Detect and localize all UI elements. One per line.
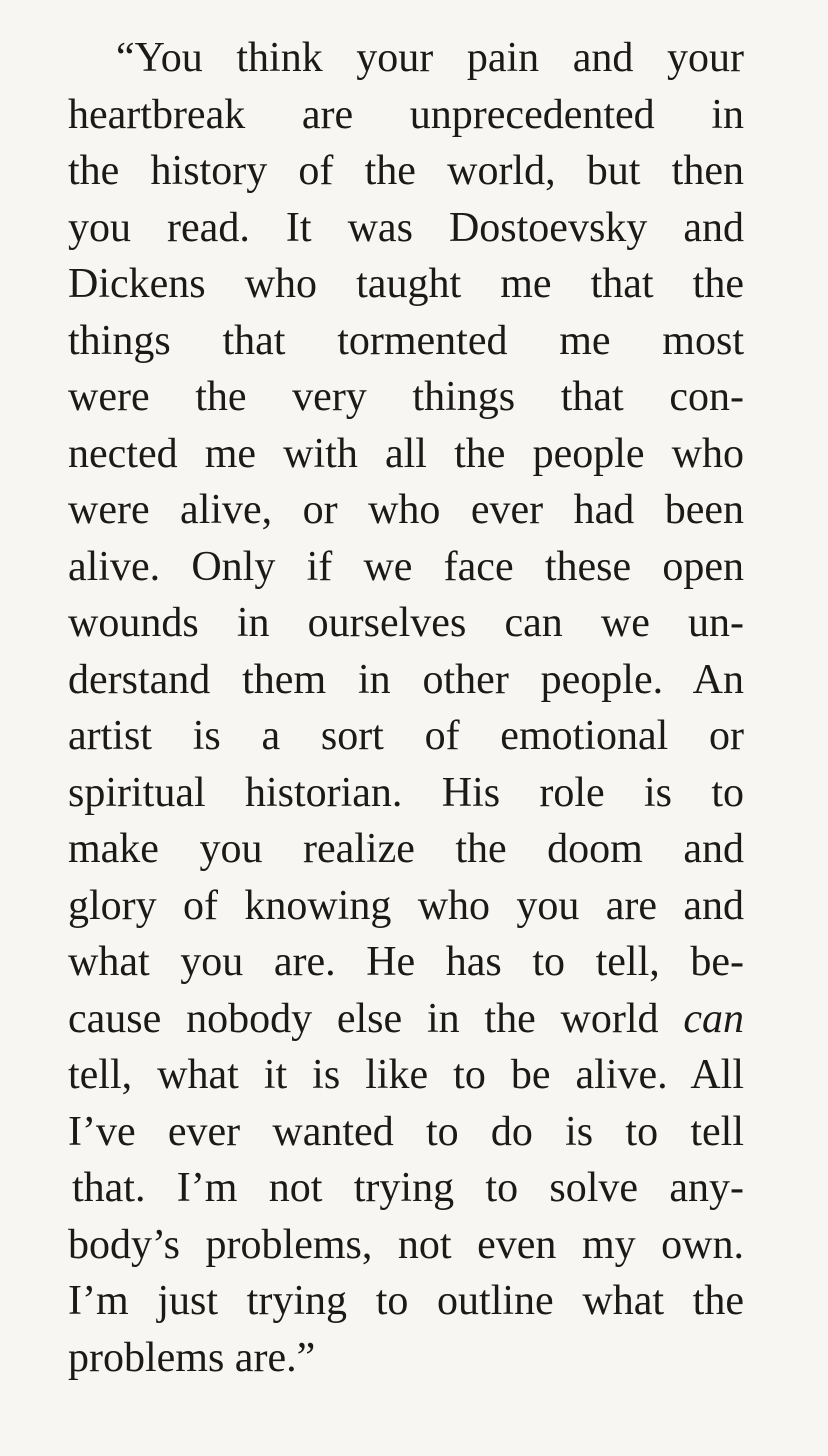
emphasis-word: can <box>683 995 744 1042</box>
text-line-20: I’ve ever wanted to do is to tell <box>68 1108 744 1155</box>
text-line-18 <box>68 991 744 1048</box>
text-line-3: the history of the world, but then <box>68 148 744 194</box>
text-line-10: alive. Only if we face these open <box>68 543 744 590</box>
text-line-24: problems are.” <box>68 1334 316 1381</box>
text-line-1: “You think your pain and your <box>116 35 744 81</box>
text-line-19: tell, what it is like to be alive. All <box>68 1052 744 1098</box>
text-line-17: what you are. He has to tell, be- <box>68 939 744 985</box>
text-line-6: things that tormented me most <box>68 317 744 364</box>
text-line-11: wounds in ourselves can we un- <box>68 600 744 646</box>
text-line-14: spiritual historian. His role is to <box>68 769 744 816</box>
text-line-22: body’s problems, not even my own. <box>68 1221 744 1268</box>
text-line-23: I’m just trying to outline what the <box>68 1278 744 1324</box>
text-line-21: that. I’m not trying to solve any- <box>72 1165 744 1211</box>
text-line-16: glory of knowing who you are and <box>68 882 744 929</box>
text-line-7: were the very things that con- <box>68 374 744 420</box>
text-line-4: you read. It was Dostoevsky and <box>68 204 744 251</box>
text-line-18-main: cause nobody else in the world <box>68 995 659 1042</box>
text-line-12: derstand them in other people. An <box>68 656 744 703</box>
text-line-13: artist is a sort of emotional or <box>68 713 744 759</box>
text-line-15: make you realize the doom and <box>68 826 744 872</box>
text-line-8: nected me with all the people who <box>68 430 744 477</box>
text-line-5: Dickens who taught me that the <box>68 261 744 307</box>
quote-paragraph <box>68 30 744 1386</box>
text-line-9: were alive, or who ever had been <box>68 487 744 533</box>
text-line-2: heartbreak are unprecedented in <box>68 91 744 138</box>
